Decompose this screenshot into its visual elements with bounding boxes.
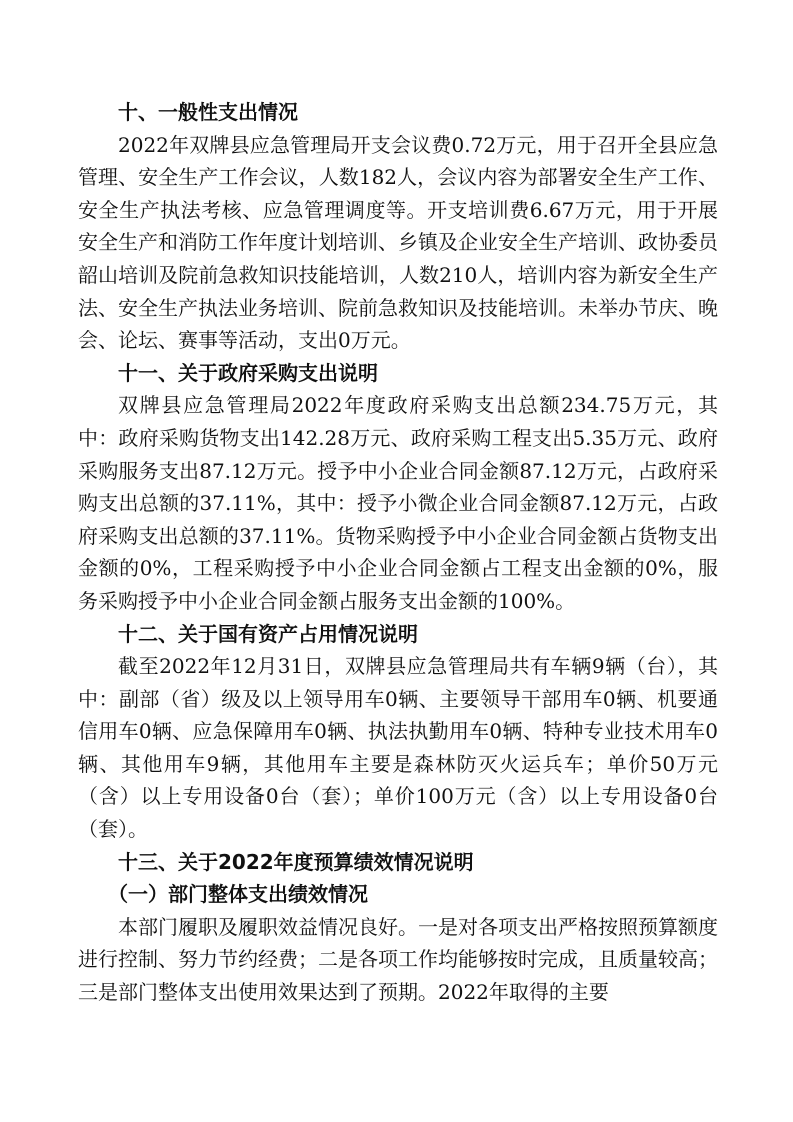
section-11-heading: 十一、关于政府采购支出说明 — [118, 360, 378, 385]
section-12-heading: 十二、关于国有资产占用情况说明 — [118, 621, 418, 646]
section-13-heading: 十三、关于2022年度预算绩效情况说明 — [118, 849, 474, 874]
section-12-paragraph: 截至2022年12月31日，双牌县应急管理局共有车辆9辆（台），其中：副部（省）级及以上领导用车0辆、主要领导干部用车0辆、机要通信用车0辆、应急保障用车0辆、执法执勤用车0辆、特种专业技术用车0辆、其他用车9辆，其他用车主要是森林防灭火运兵车；单价50万元（含）以上专用设备0台（套）；单价100万元（含）以上专用设备0台（套）。 — [78, 654, 718, 842]
subsection-1-paragraph: 本部门履职及履职效益情况良好。一是对各项支出严格按照预算额度进行控制、努力节约经费；二是各项工作均能够按时完成，且质量较高；三是部门整体支出使用效果达到了预期。2022年取得的主要 — [78, 914, 718, 1005]
subsection-1-heading: （一）部门整体支出绩效情况 — [108, 882, 368, 907]
document-page — [78, 96, 718, 1009]
section-10-paragraph: 2022年双牌县应急管理局开支会议费0.72万元，用于召开全县应急管理、安全生产工作会议，人数182人，会议内容为部署安全生产工作、安全生产执法考核、应急管理调度等。开支培训费6.67万元，用于开展安全生产和消防工作年度计划培训、乡镇及企业安全生产培训、政协委员韶山培训及院前急救知识技能培训，人数210人，培训内容为新安全生产法、安全生产执法业务培训、院前急救知识及技能培训。未举办节庆、晚会、论坛、赛事等活动，支出0万元。 — [78, 132, 718, 353]
section-10-heading: 十、一般性支出情况 — [118, 100, 298, 124]
section-11-paragraph: 双牌县应急管理局2022年度政府采购支出总额234.75万元，其中：政府采购货物支出142.28万元、政府采购工程支出5.35万元、政府采购服务支出87.12万元。授予中小企业合同金额87.12万元，占政府采购支出总额的37.11%，其中：授予小微企业合同金额87.12万元，占政府采购支出总额的37.11%。货物采购授予中小企业合同金额占货物支出金额的0%，工程采购授予中小企业合同金额占工程支出金额的0%，服务采购授予中小企业合同金额占服务支出金额的100%。 — [78, 393, 718, 613]
